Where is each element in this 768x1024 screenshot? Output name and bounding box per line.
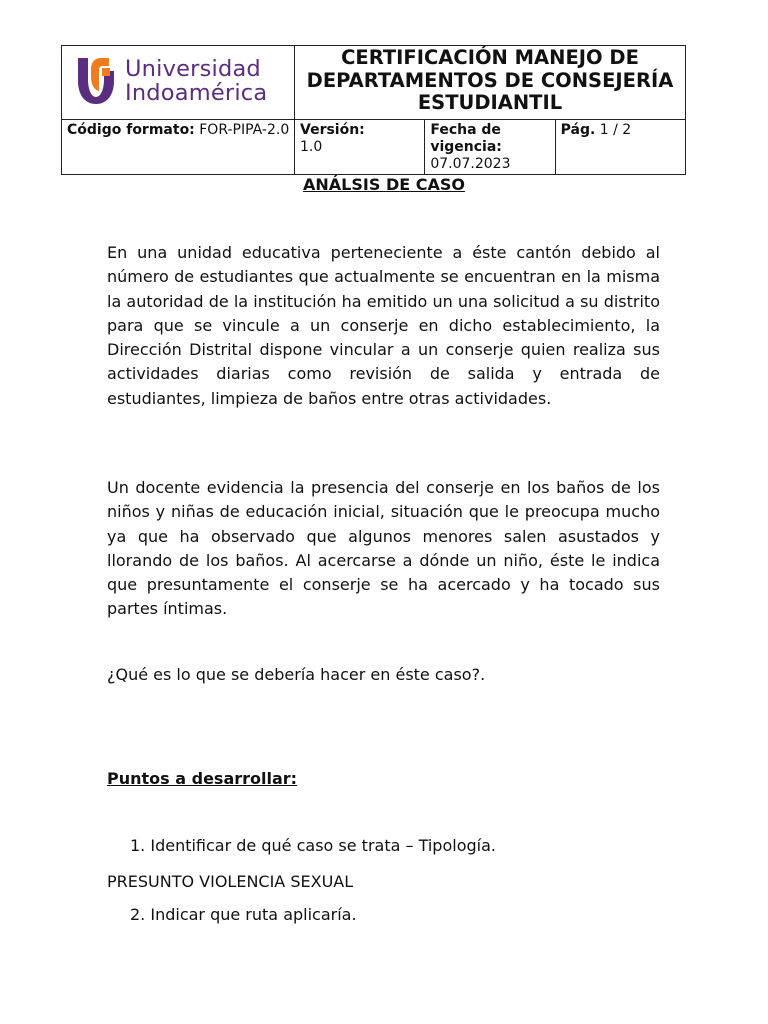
page-label: Pág. — [560, 122, 596, 138]
logo-text-line1: Universidad — [125, 56, 261, 82]
paragraph-context: En una unidad educativa perteneciente a éste cantón debido al número de estudiantes que actualmente se encuentran en la misma la autoridad de la institución ha emitido un una solicitud a su distrito para que se vincule a un conserje en dicho establecimiento, la Dirección Distrital dispone vincular a un conserje quien realiza sus actividades diarias como revisión de salida y entrada de estudiantes, limpieza de baños entre otras actividades. — [107, 243, 660, 408]
logo-text-line2: Indoamérica — [125, 80, 268, 106]
version-cell — [295, 120, 425, 175]
point-answer-1: PRESUNTO VIOLENCIA SEXUAL — [107, 872, 354, 891]
format-code-cell — [62, 120, 295, 175]
logo-cell — [62, 46, 295, 120]
university-logo — [77, 57, 267, 105]
format-code-label: Código formato: — [67, 122, 195, 138]
version-label: Versión: — [300, 122, 365, 138]
paragraph-incident: Un docente evidencia la presencia del conserje en los baños de los niños y niñas de educación inicial, situación que le preocupa mucho ya que ha observado que algunos menores salen asustados y llorando de los baños. Al acercarse a dónde un niño, éste le indica que presuntamente el conserje se ha acercado y ha tocado sus partes íntimas. — [107, 478, 660, 619]
page-value: 1 / 2 — [599, 122, 632, 138]
date-value: 07.07.2023 — [430, 156, 511, 172]
section-title: ANÁLSIS DE CASO — [303, 175, 465, 194]
case-question: ¿Qué es lo que se debería hacer en éste caso?. — [107, 665, 486, 684]
format-code-value: FOR-PIPA-2.0 — [199, 122, 290, 138]
points-heading: Puntos a desarrollar: — [107, 769, 298, 788]
date-cell — [425, 120, 555, 175]
point-item-1: 1. Identificar de qué caso se trata – Tipología. — [130, 836, 496, 855]
header-table — [61, 45, 686, 175]
version-value: 1.0 — [300, 139, 323, 155]
document-title: CERTIFICACIÓN MANEJO DE DEPARTAMENTOS DE CONSEJERÍA ESTUDIANTIL — [295, 46, 686, 120]
page-cell — [555, 120, 685, 175]
point-item-2: 2. Indicar que ruta aplicaría. — [130, 905, 357, 924]
date-label: Fecha de vigencia: — [430, 122, 502, 155]
logo-emblem-icon — [77, 57, 115, 105]
